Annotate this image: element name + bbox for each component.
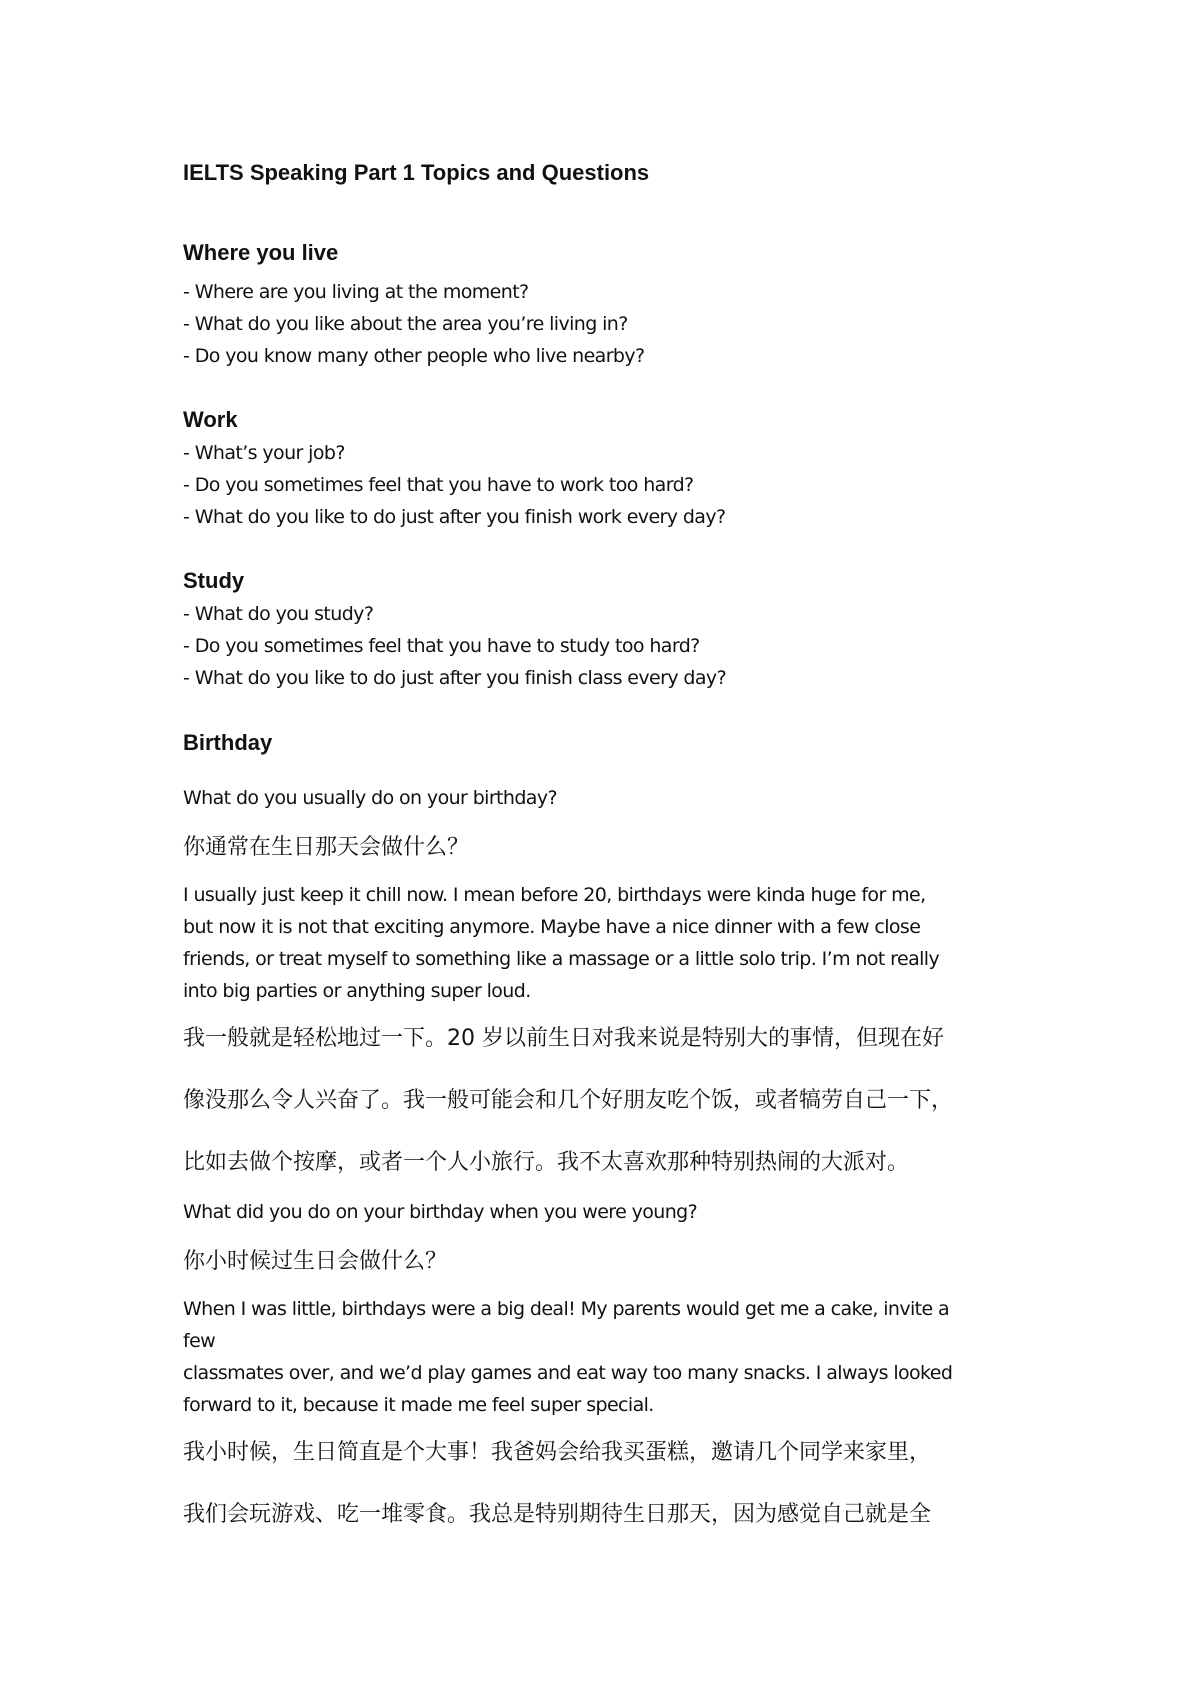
answer-line: into big parties or anything super loud. [183,980,531,1002]
question-list-study [183,598,726,694]
answer-line: When I was little, birthdays were a big deal! My parents would get me a cake, invite a [183,1298,950,1320]
list-item: - Do you sometimes feel that you have to study too hard? [183,635,700,657]
birthday-question-2-en: What did you do on your birthday when you were young? [183,1201,698,1223]
answer-line: classmates over, and we’d play games and eat way too many snacks. I always looked [183,1362,953,1384]
list-item: - Where are you living at the moment? [183,281,529,303]
birthday-answer-1-zh [183,1023,953,1179]
list-item: - Do you know many other people who live nearby? [183,345,645,367]
list-item: - What’s your job? [183,442,345,464]
answer-line: 比如去做个按摩，或者一个人小旅行。我不太喜欢那种特别热闹的大派对。 [183,1150,910,1175]
answer-line: 我一般就是轻松地过一下。20 岁以前生日对我来说是特别大的事情，但现在好 [183,1026,944,1051]
heading-study: Study [183,568,245,593]
list-item: - Do you sometimes feel that you have to work too hard? [183,474,694,496]
heading-where-you-live: Where you live [183,240,339,265]
list-item: - What do you like to do just after you finish class every day? [183,667,727,689]
birthday-question-1-zh: 你通常在生日那天会做什么？ [183,835,470,860]
birthday-question-2-zh: 你小时候过生日会做什么？ [183,1249,448,1274]
heading-birthday: Birthday [183,730,273,755]
answer-line: 我们会玩游戏、吃一堆零食。我总是特别期待生日那天，因为感觉自己就是全 [183,1502,932,1527]
answer-line: 我小时候，生日简直是个大事！我爸妈会给我买蛋糕，邀请几个同学来家里， [183,1440,932,1465]
answer-line: but now it is not that exciting anymore. Maybe have a nice dinner with a few close [183,916,921,938]
answer-line: few [183,1330,216,1352]
list-item: - What do you study? [183,603,374,625]
heading-work: Work [183,407,238,432]
answer-line: forward to it, because it made me feel super special. [183,1394,654,1416]
answer-line: I usually just keep it chill now. I mean before 20, birthdays were kinda huge for me, [183,884,926,906]
birthday-answer-2-zh [183,1437,931,1531]
answer-line: 像没那么令人兴奋了。我一般可能会和几个好朋友吃个饭，或者犒劳自己一下， [183,1088,954,1113]
list-item: - What do you like about the area you’re living in? [183,313,628,335]
question-list-where-you-live [183,276,645,372]
birthday-answer-1-en [183,879,939,1007]
answer-line: friends, or treat myself to something like a massage or a little solo trip. I’m not really [183,948,940,970]
birthday-answer-2-en [183,1293,952,1421]
list-item: - What do you like to do just after you finish work every day? [183,506,726,528]
question-list-work [183,437,725,533]
birthday-question-1-en: What do you usually do on your birthday? [183,787,557,809]
document-title: IELTS Speaking Part 1 Topics and Questions [183,160,650,185]
